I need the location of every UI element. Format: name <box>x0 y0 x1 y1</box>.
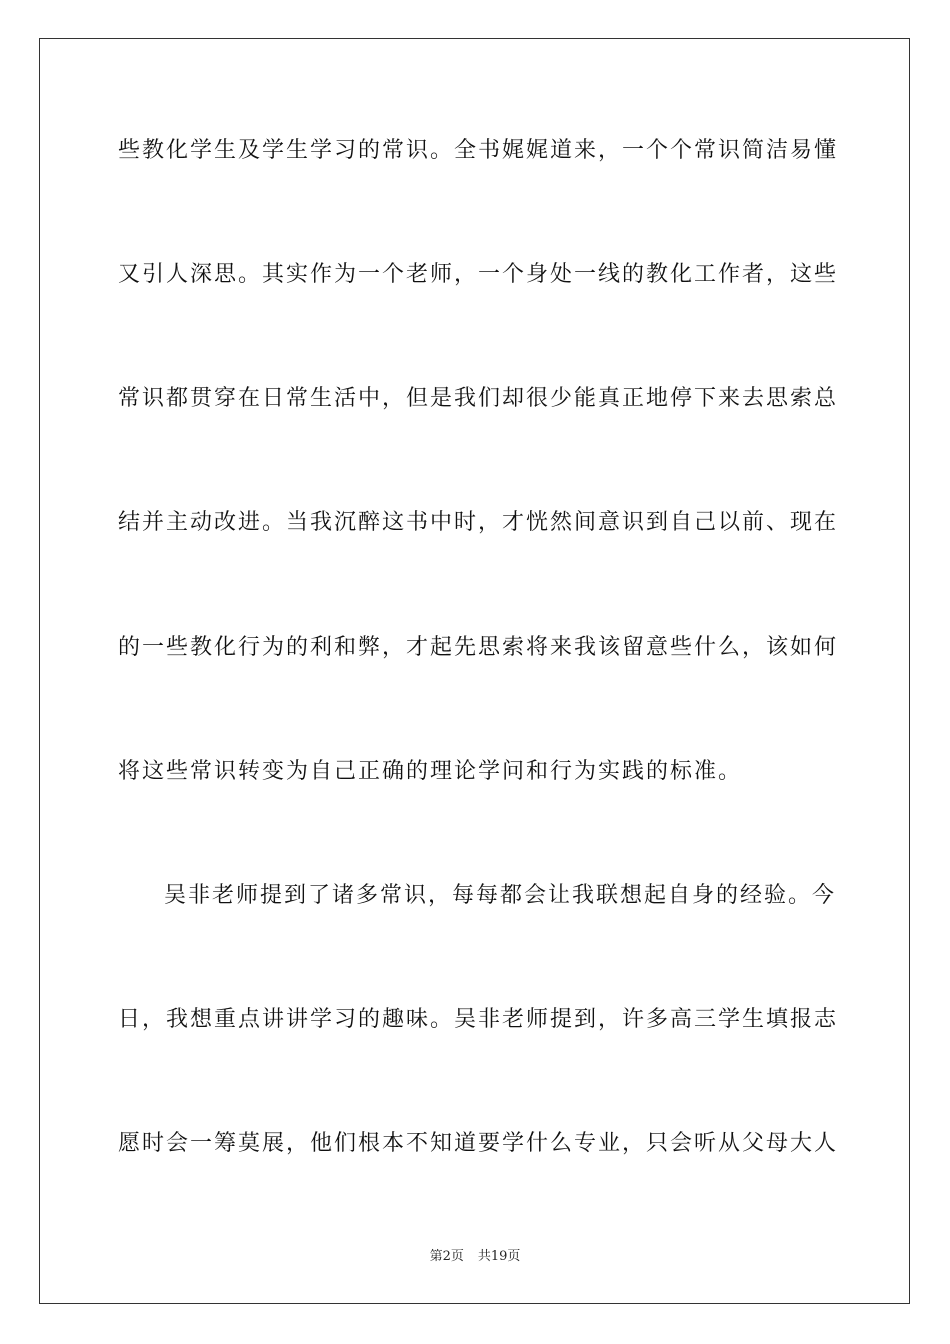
paragraph-first-line: 吴非老师提到了诸多常识，每每都会让我联想起自身的经验。今 <box>164 883 837 908</box>
text-line: 些教化学生及学生学习的常识。全书娓娓道来，一个个常识简洁易懂 <box>118 138 839 163</box>
text-line: 愿时会一筹莫展，他们根本不知道要学什么专业，只会听从父母大人 <box>118 1131 839 1156</box>
text-line: 日，我想重点讲讲学习的趣味。吴非老师提到，许多高三学生填报志 <box>118 1007 839 1032</box>
page-border <box>39 38 910 1304</box>
text-line: 结并主动改进。当我沉醉这书中时，才恍然间意识到自己以前、现在 <box>118 510 839 535</box>
total-pages: 共19页 <box>477 1249 521 1264</box>
text-line: 常识都贯穿在日常生活中，但是我们却很少能真正地停下来去思索总 <box>118 386 839 411</box>
text-line: 将这些常识转变为自己正确的理论学问和行为实践的标准。 <box>118 759 743 784</box>
text-line: 又引人深思。其实作为一个老师，一个身处一线的教化工作者，这些 <box>118 262 839 287</box>
page-number: 第2页 <box>429 1249 464 1264</box>
text-line: 的一些教化行为的利和弊，才起先思索将来我该留意些什么，该如何 <box>118 635 839 660</box>
page-footer <box>0 1248 950 1266</box>
